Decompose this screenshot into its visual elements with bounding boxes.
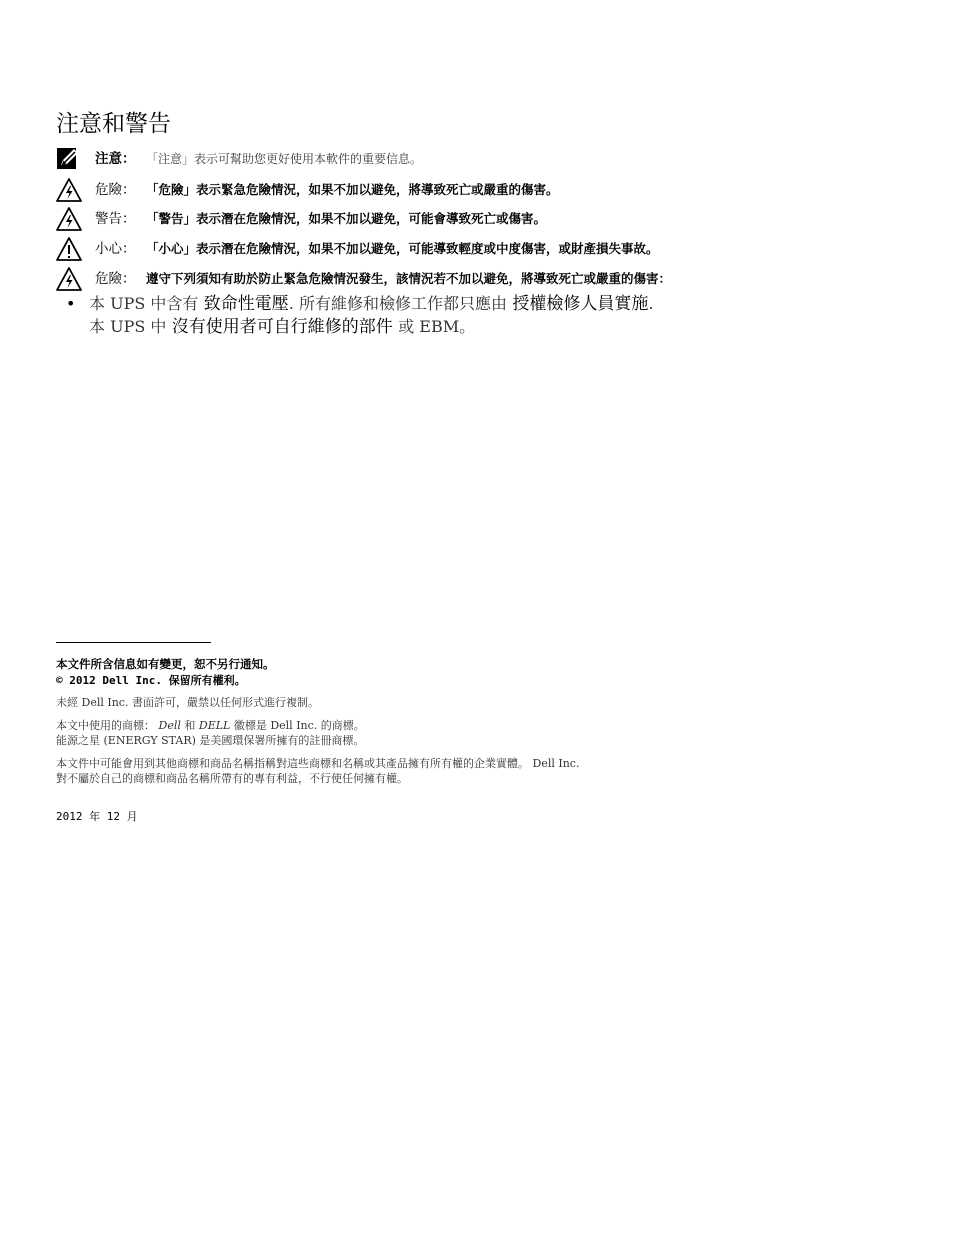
trademarks-suffix: 徽標是 Dell Inc. 的商標。 [233,719,365,732]
danger-notice [56,177,936,203]
trademarks-prefix: 本文中使用的商標： [56,719,155,732]
bullet-symbol: • [66,294,76,313]
bullet-line1-part2: . 所有維修和檢修工作都只應由 [288,294,507,313]
note-pencil-icon [56,146,82,172]
electrical-hazard-icon [56,177,82,203]
energy-star-line: 能源之星 (ENERGY STAR) 是美國環保署所擁有的註冊商標。 [56,734,365,747]
warning-text: 「警告」表示潛在危險情況，如果不加以避免，可能會導致死亡或傷害。 [146,211,547,226]
danger-instructions-notice [56,266,936,292]
danger-text: 「危險」表示緊急危險情況，如果不加以避免，將導致死亡或嚴重的傷害。 [146,182,559,197]
caution-notice [56,236,936,262]
bullet-line2-emphasis1: 沒有使用者可自行維修的部件 [171,317,393,337]
note-text: 「注意」表示可幫助您更好使用本軟件的重要信息。 [146,152,423,166]
page-title: 注意和警告 [56,111,171,137]
electrical-hazard-icon [56,266,82,292]
bullet-line1-emphasis1: 致命性電壓 [203,294,289,314]
note-label: 注意： [95,151,136,167]
trademark-dell-italic: Dell [158,719,181,732]
bullet-line-1 [89,293,653,315]
other-marks-line-2: 對不屬於自己的商標和商品名稱所帶有的專有利益，不行使任何擁有權。 [56,772,408,785]
caution-text: 「小心」表示潛在危險情況，如果不加以避免，可能導致輕度或中度傷害，或財產損失事故。 [146,241,659,256]
danger-instructions-text: 遵守下列須知有助於防止緊急危險情況發生，該情況若不加以避免，將導致死亡或嚴重的傷害： [146,271,672,286]
caution-label: 小心： [95,241,136,257]
caution-triangle-icon [56,236,82,262]
bullet-line1-emphasis2: 授權檢修人員實施 [512,294,649,314]
bullet-line2-part2: 或 EBM。 [398,317,476,336]
change-notice: 本文件所含信息如有變更，恕不另行通知。 [56,657,275,671]
reproduction-notice: 未經 Dell Inc. 書面許可，嚴禁以任何形式進行複制。 [56,696,319,709]
bullet-line-2 [89,316,475,338]
trademarks-and: 和 [184,719,196,732]
warning-label: 警告： [95,211,136,227]
electrical-hazard-icon [56,206,82,232]
trademark-dell-logo-italic: DELL [198,719,231,732]
bullet-line1-part1: 本 UPS 中含有 [89,294,199,313]
danger-label: 危險： [95,182,136,198]
other-marks-line-1: 本文件中可能會用到其他商標和商品名稱指稱對這些商標和名稱或其產品擁有所有權的企業實體。 Dell Inc. [56,757,580,770]
danger-instructions-label: 危險： [95,271,136,287]
trademarks-line [56,718,365,733]
publication-date: 2012 年 12 月 [56,810,138,823]
warning-notice [56,206,936,232]
bullet-line2-part1: 本 UPS 中 [89,317,167,336]
bullet-line1-part3: . [648,294,654,313]
copyright-line: © 2012 Dell Inc. 保留所有權利。 [56,674,246,687]
footer-divider [56,642,211,643]
note-notice [56,146,936,172]
